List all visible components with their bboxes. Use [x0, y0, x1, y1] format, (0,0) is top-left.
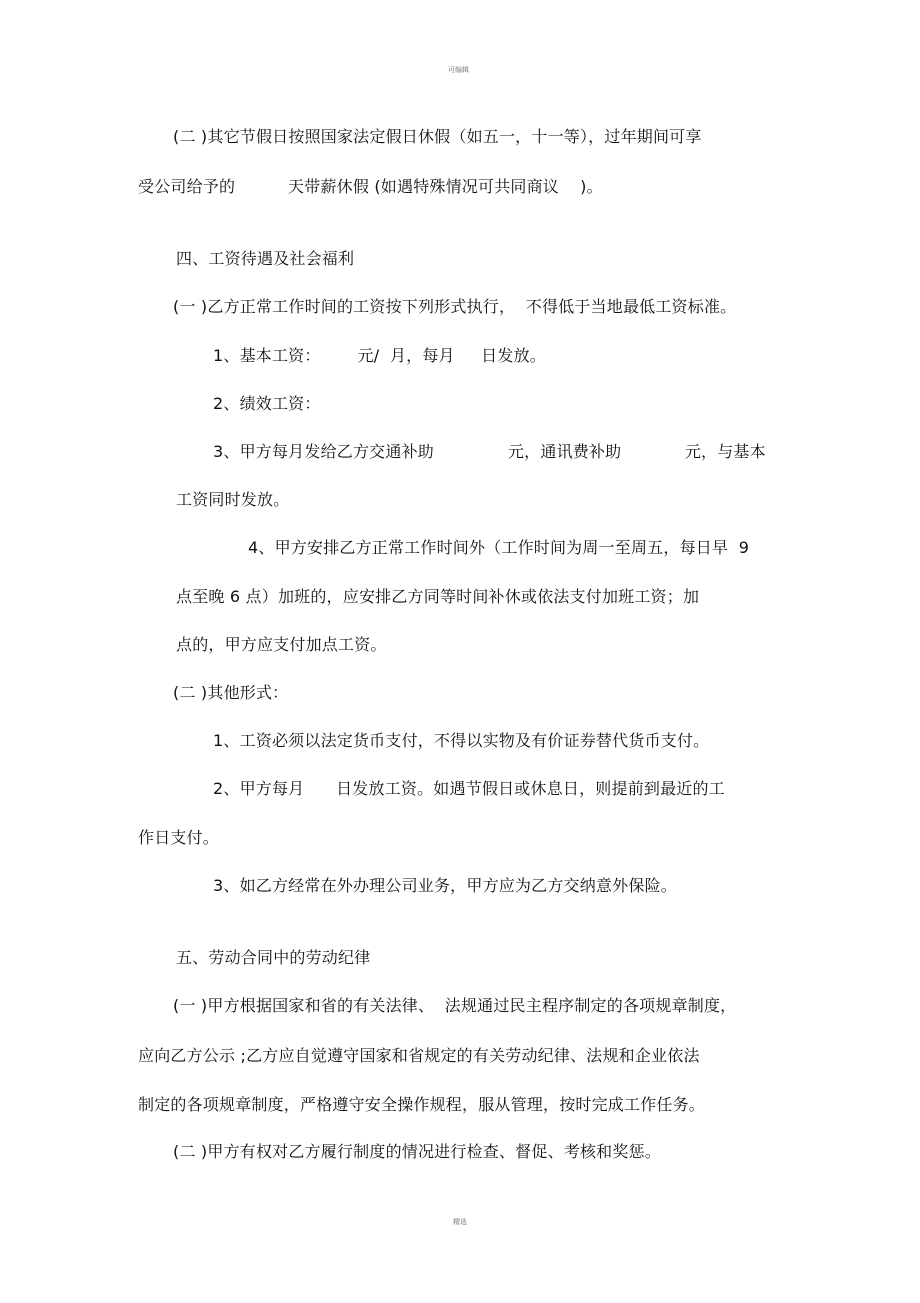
paragraph-line: 1、基本工资： 元/ 月，每月 日发放。 [213, 346, 546, 365]
paragraph-line: 点的，甲方应支付加点工资。 [176, 635, 387, 654]
paragraph-line: 3、如乙方经常在外办理公司业务，甲方应为乙方交纳意外保险。 [213, 876, 677, 895]
page-footer-text: 精选 [453, 1218, 467, 1226]
paragraph-line: 1、工资必须以法定货币支付，不得以实物及有价证券替代货币支付。 [213, 731, 710, 750]
paragraph-line: 作日支付。 [138, 828, 220, 847]
paragraph-line: 受公司给予的 天带薪休假 (如遇特殊情况可共同商议 )。 [138, 177, 603, 196]
paragraph-line: 应向乙方公示 ;乙方应自觉遵守国家和省规定的有关劳动纪律、法规和企业依法 [138, 1046, 700, 1065]
paragraph-line: (二 )其它节假日按照国家法定假日休假（如五一，十一等），过年期间可享 [173, 127, 702, 146]
paragraph-line: 3、甲方每月发给乙方交通补助 元，通讯费补助 元，与基本 [213, 442, 766, 461]
paragraph-line: 工资同时发放。 [176, 490, 290, 509]
paragraph-line: 点至晚 6 点）加班的，应安排乙方同等时间补休或依法支付加班工资；加 [176, 587, 700, 606]
paragraph-line: (一 )乙方正常工作时间的工资按下列形式执行， 不得低于当地最低工资标准。 [173, 297, 737, 316]
paragraph-line: 2、甲方每月 日发放工资。如遇节假日或休息日，则提前到最近的工 [213, 779, 725, 798]
section-heading: 四、工资待遇及社会福利 [176, 249, 355, 268]
paragraph-line: (一 )甲方根据国家和省的有关法律、 法规通过民主程序制定的各项规章制度， [173, 996, 737, 1015]
paragraph-line: (二 )甲方有权对乙方履行制度的情况进行检查、督促、考核和奖惩。 [173, 1142, 661, 1161]
section-heading: 五、劳动合同中的劳动纪律 [176, 948, 371, 967]
paragraph-line: 2、绩效工资： [213, 394, 321, 413]
page-header-text: 可编辑 [448, 66, 469, 74]
paragraph-line: 4、甲方安排乙方正常工作时间外（工作时间为周一至周五，每日早 9 [248, 538, 750, 557]
paragraph-line: (二 )其他形式： [173, 683, 289, 702]
paragraph-line: 制定的各项规章制度，严格遵守安全操作规程，服从管理，按时完成工作任务。 [138, 1095, 706, 1114]
